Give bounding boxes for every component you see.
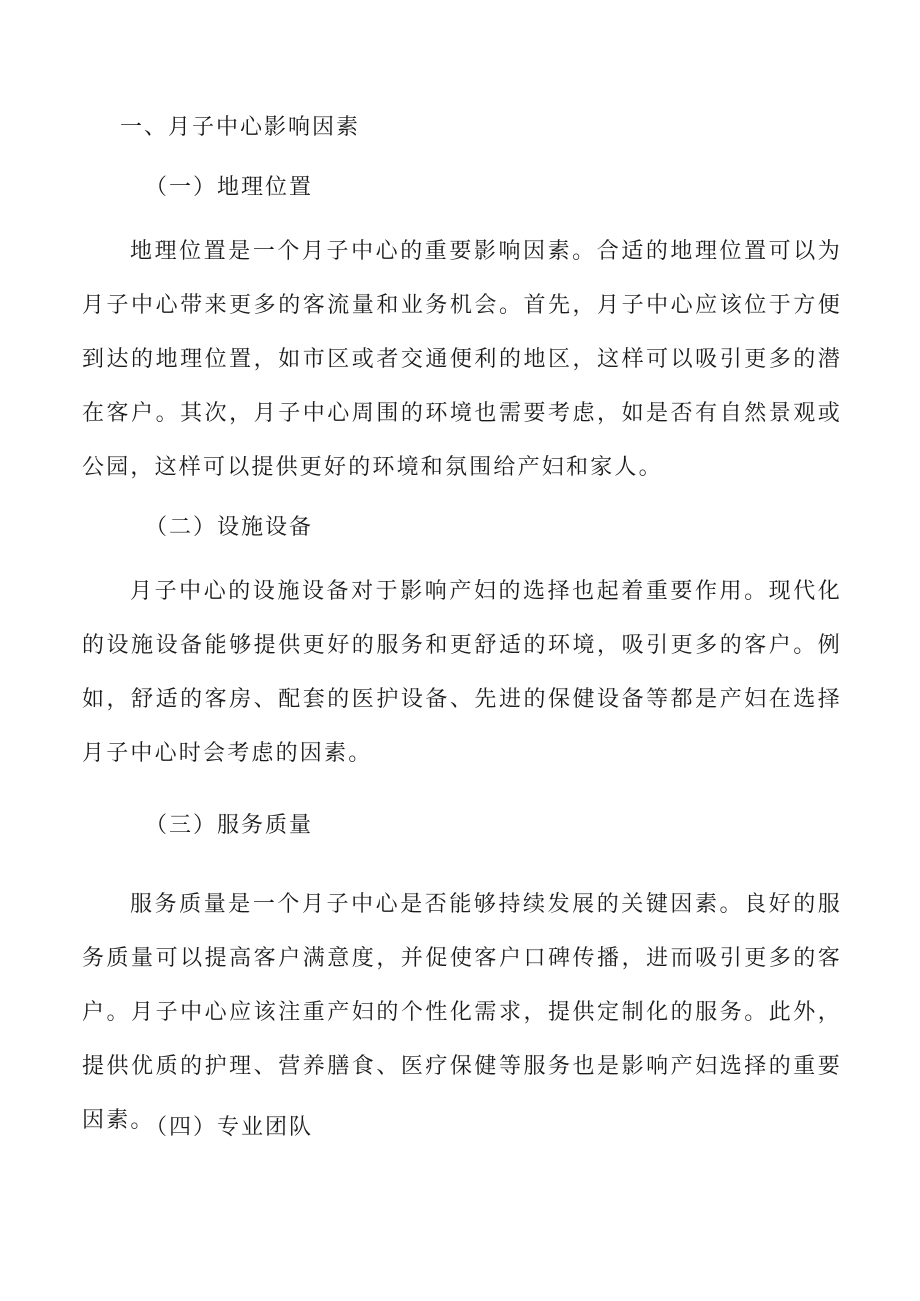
section-heading-team: （四）专业团队 bbox=[145, 1115, 314, 1140]
document-title: 一、月子中心影响因素 bbox=[120, 115, 361, 140]
section-heading-location: （一）地理位置 bbox=[145, 175, 314, 200]
section-body-facilities: 月子中心的设施设备对于影响产妇的选择也起着重要作用。现代化的设施设备能够提供更好的服务和更舒适的环境，吸引更多的客户。例如，舒适的客房、配套的医护设备、先进的保健设备等都是产妇在选择月子中心时会考虑的因素。 bbox=[82, 579, 842, 766]
section-heading-facilities: （二）设施设备 bbox=[145, 515, 314, 540]
section-body-location: 地理位置是一个月子中心的重要影响因素。合适的地理位置可以为月子中心带来更多的客流量和业务机会。首先，月子中心应该位于方便到达的地理位置，如市区或者交通便利的地区，这样可以吸引更多的潜在客户。其次，月子中心周围的环境也需要考虑，如是否有自然景观或公园，这样可以提供更好的环境和氛围给产妇和家人。 bbox=[82, 239, 842, 480]
section-body-service: 服务质量是一个月子中心是否能够持续发展的关键因素。良好的服务质量可以提高客户满意度，并促使客户口碑传播，进而吸引更多的客户。月子中心应该注重产妇的个性化需求，提供定制化的服务。此外，提供优质的护理、营养膳食、医疗保健等服务也是影响产妇选择的重要因素。 bbox=[82, 892, 842, 1133]
section-heading-service: （三）服务质量 bbox=[145, 813, 314, 838]
